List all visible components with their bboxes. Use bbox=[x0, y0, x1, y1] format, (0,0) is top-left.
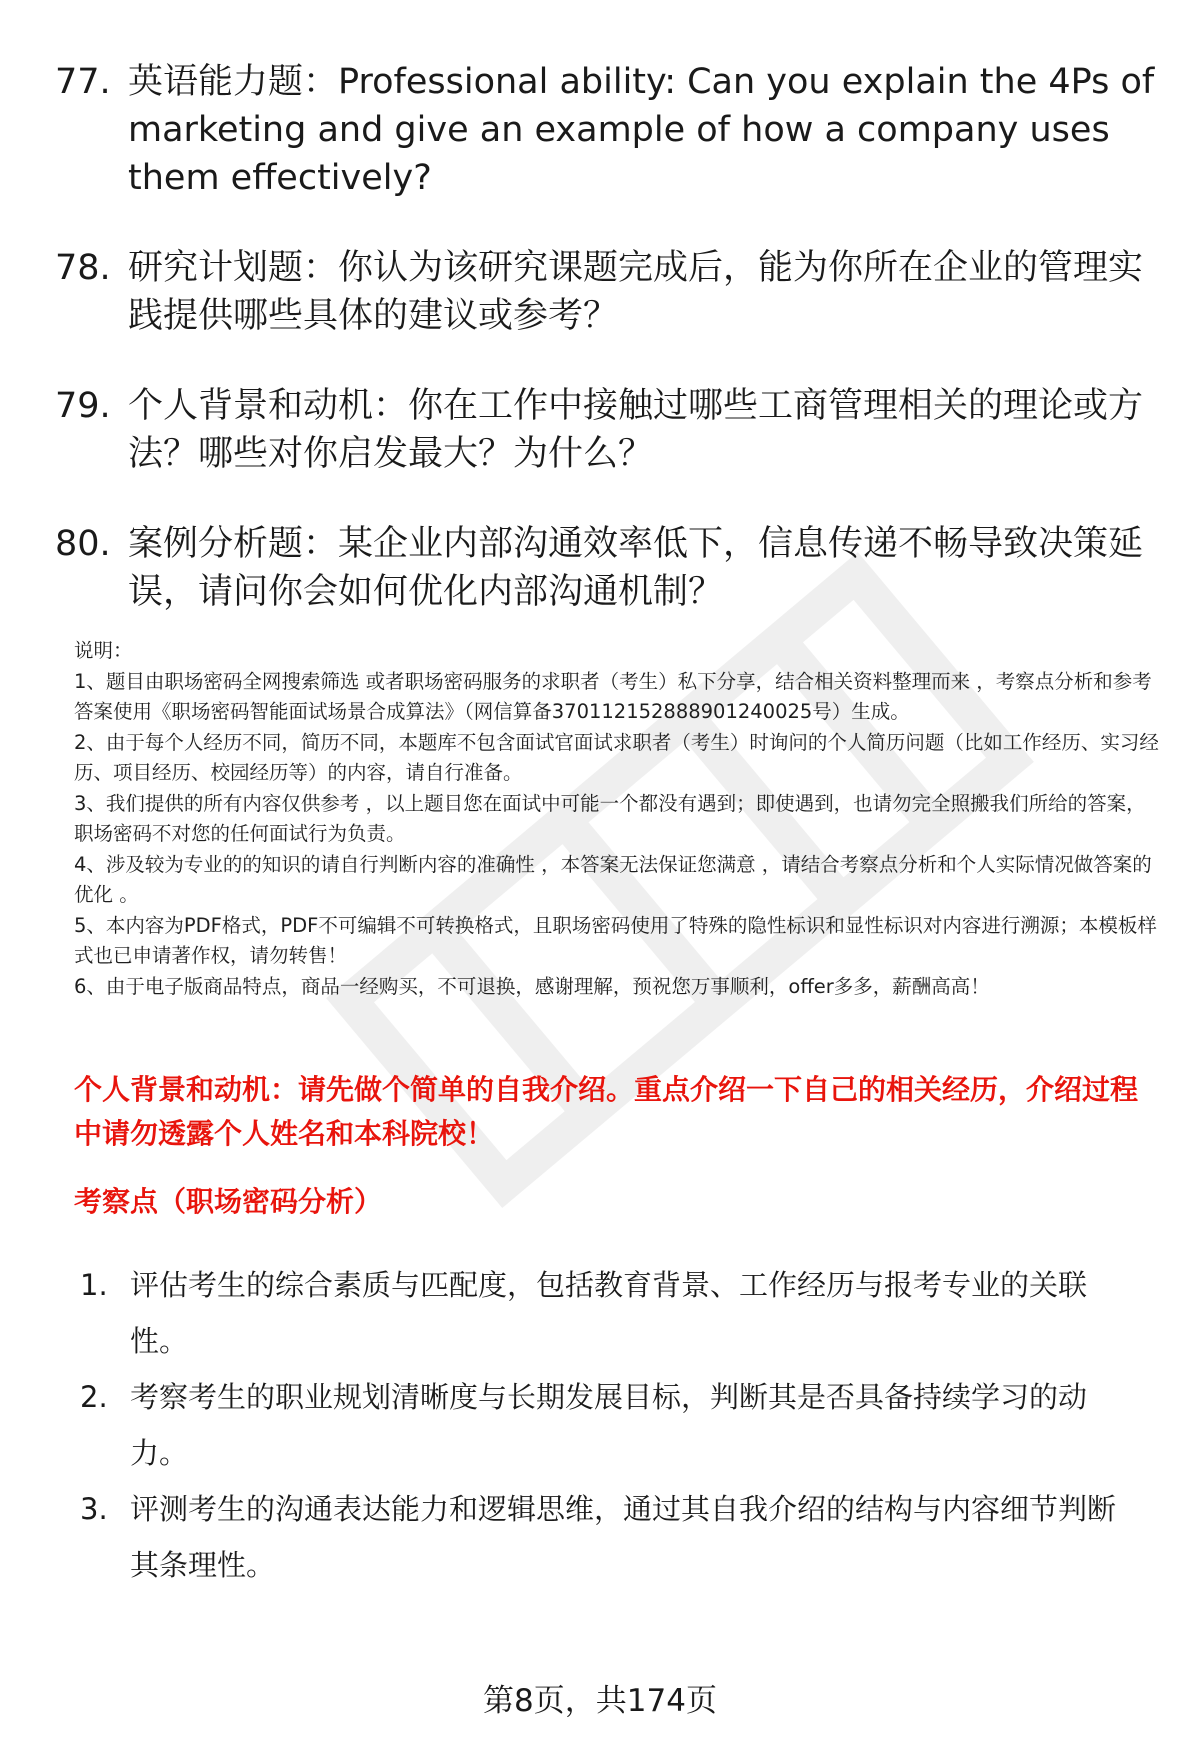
question-item bbox=[55, 244, 1155, 340]
note-item: 5、本内容为PDF格式，PDF不可编辑不可转换格式，且职场密码使用了特殊的隐性标识和显性标识对内容进行溯源；本模板样式也已申请著作权，请勿转售！ bbox=[74, 913, 1157, 967]
analysis-point bbox=[80, 1481, 1140, 1593]
question-number: 77. bbox=[55, 62, 111, 102]
question-number: 80. bbox=[55, 524, 111, 564]
question-item bbox=[55, 382, 1155, 478]
analysis-point-text: 评测考生的沟通表达能力和逻辑思维，通过其自我介绍的结构与内容细节判断其条理性。 bbox=[130, 1492, 1117, 1582]
note-item: 2、由于每个人经历不同，简历不同，本题库不包含面试官面试求职者（考生）时询问的个人简历问题（比如工作经历、实习经历、项目经历、校园经历等）的内容，请自行准备。 bbox=[74, 730, 1159, 784]
question-list bbox=[55, 58, 1155, 658]
note-item: 3、我们提供的所有内容仅供参考 ，以上题目您在面试中可能一个都没有遇到；即使遇到，也请勿完全照搬我们所给的答案，职场密码不对您的任何面试行为负责。 bbox=[74, 791, 1146, 845]
question-text: 英语能力题：Professional ability: Can you explain the 4Ps of marketing and give an example of how a company uses them effectively? bbox=[128, 62, 1155, 198]
notes-section bbox=[74, 636, 1159, 1002]
analysis-heading: 考察点（职场密码分析） bbox=[74, 1185, 383, 1218]
question-number: 79. bbox=[55, 386, 111, 426]
analysis-point-text: 评估考生的综合素质与匹配度，包括教育背景、工作经历与报考专业的关联性。 bbox=[130, 1268, 1088, 1358]
analysis-points bbox=[80, 1257, 1140, 1593]
note-item: 6、由于电子版商品特点，商品一经购买，不可退换，感谢理解，预祝您万事顺利，offer多多，薪酬高高！ bbox=[74, 974, 990, 998]
analysis-point bbox=[80, 1369, 1140, 1481]
question-number: 78. bbox=[55, 248, 111, 288]
analysis-point-number: 3. bbox=[80, 1492, 108, 1526]
notes-title: 说明： bbox=[74, 639, 133, 662]
analysis-point bbox=[80, 1257, 1140, 1369]
note-item: 1、题目由职场密码全网搜索筛选 或者职场密码服务的求职者（考生）私下分享，结合相关资料整理而来 ，考察点分析和参考答案使用《职场密码智能面试场景合成算法》（网信算备370112152888901240025号）生成。 bbox=[74, 669, 1152, 723]
question-text: 个人背景和动机：你在工作中接触过哪些工商管理相关的理论或方法？哪些对你启发最大？为什么？ bbox=[128, 386, 1144, 474]
analysis-point-number: 1. bbox=[80, 1268, 108, 1302]
question-item bbox=[55, 520, 1155, 616]
question-text: 研究计划题：你认为该研究课题完成后，能为你所在企业的管理实践提供哪些具体的建议或参考？ bbox=[128, 248, 1144, 336]
current-question-heading: 个人背景和动机：请先做个简单的自我介绍。重点介绍一下自己的相关经历，介绍过程中请勿透露个人姓名和本科院校！ bbox=[74, 1073, 1139, 1150]
question-text: 案例分析题：某企业内部沟通效率低下，信息传递不畅导致决策延误，请问你会如何优化内部沟通机制？ bbox=[128, 524, 1144, 612]
note-item: 4、涉及较为专业的的知识的请自行判断内容的准确性 ，本答案无法保证您满意 ，请结合考察点分析和个人实际情况做答案的优化 。 bbox=[74, 852, 1152, 906]
page-footer: 第8页，共174页 bbox=[483, 1683, 717, 1719]
question-item bbox=[55, 58, 1155, 202]
analysis-point-number: 2. bbox=[80, 1380, 108, 1414]
analysis-point-text: 考察考生的职业规划清晰度与长期发展目标，判断其是否具备持续学习的动力。 bbox=[130, 1380, 1088, 1470]
